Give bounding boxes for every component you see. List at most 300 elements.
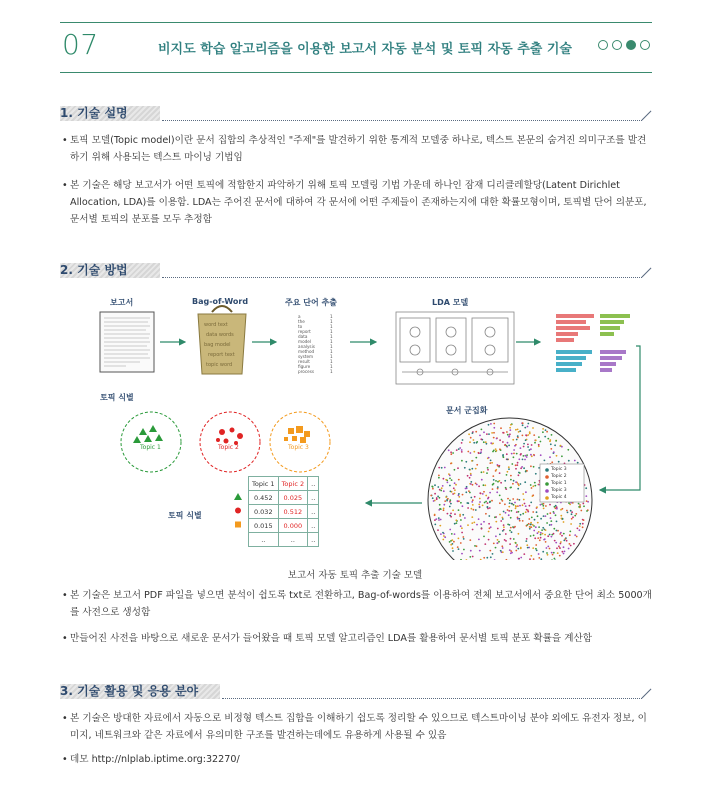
cluster-point	[510, 527, 512, 529]
cluster-point	[567, 449, 569, 451]
svg-text:1: 1	[330, 324, 333, 329]
heading-rule-end	[642, 689, 652, 699]
cluster-point	[461, 527, 463, 529]
cluster-point	[534, 519, 536, 521]
cluster-point	[540, 537, 542, 539]
cluster-point	[486, 443, 488, 445]
cluster-point	[571, 513, 573, 515]
cluster-point	[513, 456, 515, 458]
cluster-point	[489, 550, 491, 552]
cluster-point	[465, 491, 467, 493]
heading-rule	[162, 120, 642, 121]
cluster-point	[471, 468, 473, 470]
cluster-point	[471, 522, 473, 524]
label-keyword-extraction: 주요 단어 추출	[285, 298, 337, 307]
cluster-point	[539, 539, 541, 541]
lda-model-diagram	[396, 312, 514, 384]
cluster-point	[547, 554, 549, 556]
cluster-point	[523, 499, 525, 501]
cluster-point	[493, 543, 495, 545]
cluster-point	[533, 530, 535, 532]
cluster-point	[522, 422, 524, 424]
table-cell: ..	[278, 533, 308, 547]
cluster-point	[499, 502, 501, 504]
cluster-point	[519, 472, 521, 474]
cluster-point	[460, 542, 462, 544]
cluster-point	[490, 556, 492, 558]
cluster-point	[538, 526, 540, 528]
cluster-point	[468, 433, 470, 435]
cluster-point	[476, 464, 478, 466]
cluster-point	[523, 446, 525, 448]
bullet-item: • 본 기술은 해당 보고서가 어떤 토픽에 적합한지 파악하기 위해 토픽 모델링 기법 가운데 하나인 잠재 디리클레할당(Latent Dirichlet Allocation, LDA)를 이용함. LDA는 주어진 문서에 대하여 각 문서에 어떤 주제들이 존재하는지에 대한 확률모형이며, 토픽별 단어 의분포, 문서별 토픽의 분포를 모두 추정함	[60, 177, 652, 228]
cluster-point	[487, 467, 489, 469]
cluster-point	[469, 539, 471, 541]
cluster-point	[452, 550, 454, 552]
flow-arrow	[600, 346, 640, 490]
cluster-point	[513, 538, 515, 540]
cluster-point	[578, 503, 580, 505]
cluster-point	[553, 533, 555, 535]
cluster-point	[556, 547, 558, 549]
cluster-point	[461, 451, 463, 453]
cluster-point	[516, 453, 518, 455]
cluster-point	[546, 552, 548, 554]
cluster-point	[479, 498, 481, 500]
svg-text:1: 1	[330, 329, 333, 334]
cluster-point	[574, 460, 576, 462]
cluster-point	[469, 556, 471, 558]
cluster-point	[495, 521, 497, 523]
svg-text:the: the	[298, 319, 305, 324]
cluster-point	[499, 534, 501, 536]
cluster-point	[542, 551, 544, 553]
cluster-point	[514, 445, 516, 447]
table-cell: 0.015	[249, 519, 279, 533]
cluster-point	[502, 500, 504, 502]
page-dot	[640, 40, 650, 50]
cluster-point	[579, 506, 581, 508]
cluster-point	[457, 500, 459, 502]
cluster-point	[558, 545, 560, 547]
cluster-point	[543, 515, 545, 517]
cluster-point	[434, 493, 436, 495]
cluster-point	[547, 535, 549, 537]
cluster-point	[485, 441, 487, 443]
cluster-point	[549, 534, 551, 536]
cluster-point	[483, 557, 485, 559]
cluster-point	[443, 508, 445, 510]
cluster-point	[482, 505, 484, 507]
cluster-point	[530, 526, 532, 528]
cluster-point	[493, 423, 495, 425]
cluster-point	[471, 460, 473, 462]
cluster-point	[449, 485, 451, 487]
label-lda-model: LDA 모델	[432, 298, 469, 307]
cluster-point	[499, 472, 501, 474]
cluster-point	[462, 536, 464, 538]
cluster-point	[536, 550, 538, 552]
cluster-point	[507, 434, 509, 436]
cluster-point	[505, 512, 507, 514]
cluster-point	[449, 499, 451, 501]
cluster-point	[515, 429, 517, 431]
cluster-point	[547, 438, 549, 440]
cluster-point	[458, 538, 460, 540]
cluster-point	[442, 485, 444, 487]
cluster-point	[516, 544, 518, 546]
cluster-point	[582, 526, 584, 528]
cluster-point	[483, 491, 485, 493]
cluster-point	[540, 518, 542, 520]
cluster-point	[533, 454, 535, 456]
cluster-point	[438, 477, 440, 479]
cluster-point	[524, 427, 526, 429]
cluster-point	[582, 503, 584, 505]
svg-text:report text: report text	[208, 352, 235, 358]
cluster-point	[439, 525, 441, 527]
cluster-point	[463, 549, 465, 551]
cluster-point	[517, 429, 519, 431]
svg-text:report: report	[298, 329, 311, 334]
cluster-point	[488, 515, 490, 517]
cluster-point	[515, 481, 517, 483]
cluster-point	[580, 510, 582, 512]
cluster-point	[543, 539, 545, 541]
cluster-point	[499, 495, 501, 497]
topic-1-circle	[121, 412, 181, 472]
cluster-point	[459, 447, 461, 449]
cluster-point	[490, 460, 492, 462]
topic-probability-table	[228, 476, 319, 547]
cluster-point	[540, 504, 542, 506]
cluster-point	[470, 483, 472, 485]
cluster-point	[474, 545, 476, 547]
cluster-point	[537, 522, 539, 524]
cluster-point	[538, 557, 540, 559]
cluster-point	[473, 509, 475, 511]
square-marker-icon	[228, 519, 249, 533]
section-heading-3	[60, 682, 652, 700]
svg-text:1: 1	[330, 354, 333, 359]
cluster-point	[512, 483, 514, 485]
cluster-point	[517, 505, 519, 507]
cluster-point	[458, 496, 460, 498]
cluster-point	[479, 435, 481, 437]
cluster-point	[511, 510, 513, 512]
cluster-point	[515, 508, 517, 510]
cluster-point	[530, 535, 532, 537]
cluster-point	[473, 522, 475, 524]
page-indicator	[598, 40, 650, 50]
cluster-point	[541, 529, 543, 531]
keyword-list-icon	[298, 314, 333, 374]
cluster-point	[440, 508, 442, 510]
cluster-point	[492, 488, 494, 490]
cluster-point	[529, 528, 531, 530]
cluster-point	[549, 504, 551, 506]
cluster-point	[534, 482, 536, 484]
cluster-point	[509, 429, 511, 431]
cluster-point	[553, 512, 555, 514]
cluster-point	[478, 539, 480, 541]
cluster-point	[493, 450, 495, 452]
page-title: 비지도 학습 알고리즘을 이용한 보고서 자동 분석 및 토픽 자동 추출 기술	[158, 42, 572, 57]
cluster-point	[488, 433, 490, 435]
cluster-point	[529, 431, 531, 433]
cluster-point	[499, 480, 501, 482]
cluster-point	[515, 464, 517, 466]
cluster-point	[488, 531, 490, 533]
cluster-point	[451, 533, 453, 535]
cluster-point	[523, 455, 525, 457]
cluster-point	[441, 467, 443, 469]
cluster-point	[508, 468, 510, 470]
cluster-point	[472, 432, 474, 434]
cluster-point	[531, 487, 533, 489]
cluster-point	[438, 517, 440, 519]
cluster-point	[443, 535, 445, 537]
cluster-point	[486, 557, 488, 559]
cluster-point	[499, 465, 501, 467]
cluster-point	[571, 518, 573, 520]
cluster-point	[546, 522, 548, 524]
table-row	[228, 533, 319, 547]
svg-text:word text: word text	[204, 322, 228, 328]
cluster-point	[557, 552, 559, 554]
cluster-point	[504, 503, 506, 505]
cluster-point	[449, 478, 451, 480]
label-bag-of-word: Bag-of-Word	[192, 297, 249, 306]
cluster-point	[510, 517, 512, 519]
cluster-point	[483, 441, 485, 443]
topic-1-label: Topic 1	[140, 444, 161, 451]
cluster-point	[478, 504, 480, 506]
section-heading-2	[60, 261, 652, 279]
cluster-point	[535, 544, 537, 546]
cluster-point	[476, 524, 478, 526]
cluster-point	[439, 497, 441, 499]
cluster-point	[574, 515, 576, 517]
cluster-point	[568, 502, 570, 504]
cluster-point	[561, 535, 563, 537]
cluster-point	[560, 543, 562, 545]
cluster-point	[460, 502, 462, 504]
cluster-point	[507, 498, 509, 500]
cluster-point	[551, 434, 553, 436]
cluster-point	[516, 546, 518, 548]
cluster-point	[560, 515, 562, 517]
cluster-point	[536, 511, 538, 513]
cluster-point	[461, 442, 463, 444]
cluster-point	[524, 503, 526, 505]
cluster-point	[517, 488, 519, 490]
cluster-point	[530, 502, 532, 504]
cluster-point	[472, 499, 474, 501]
cluster-point	[500, 427, 502, 429]
bullet-text[interactable]: 데모 http://nlplab.iptime.org:32270/	[70, 754, 240, 765]
cluster-point	[510, 475, 512, 477]
cluster-point	[431, 486, 433, 488]
cluster-point	[542, 428, 544, 430]
cluster-point	[527, 444, 529, 446]
cluster-point	[571, 511, 573, 513]
cluster-point	[585, 487, 587, 489]
cluster-point	[526, 456, 528, 458]
cluster-point	[530, 555, 532, 557]
cluster-point	[585, 495, 587, 497]
cluster-point	[482, 493, 484, 495]
cluster-point	[533, 558, 535, 560]
cluster-point	[462, 505, 464, 507]
cluster-point	[543, 508, 545, 510]
cluster-point	[472, 529, 474, 531]
cluster-point	[500, 520, 502, 522]
cluster-point	[481, 471, 483, 473]
cluster-point	[455, 484, 457, 486]
cluster-point	[534, 485, 536, 487]
cluster-point	[531, 455, 533, 457]
cluster-point	[510, 424, 512, 426]
cluster-point	[480, 451, 482, 453]
cluster-point	[519, 430, 521, 432]
cluster-point	[506, 474, 508, 476]
cluster-point	[508, 445, 510, 447]
cluster-point	[489, 492, 491, 494]
cluster-point	[458, 509, 460, 511]
cluster-point	[527, 446, 529, 448]
cluster-point	[470, 481, 472, 483]
page-dot	[612, 40, 622, 50]
cluster-point	[469, 469, 471, 471]
svg-text:method: method	[298, 349, 315, 354]
cluster-point	[495, 480, 497, 482]
cluster-point	[481, 528, 483, 530]
cluster-point	[443, 509, 445, 511]
cluster-point	[556, 506, 558, 508]
cluster-point	[583, 519, 585, 521]
cluster-point	[526, 470, 528, 472]
cluster-point	[436, 497, 438, 499]
cluster-point	[531, 517, 533, 519]
cluster-point	[562, 508, 564, 510]
cluster-point	[493, 427, 495, 429]
cluster-point	[440, 519, 442, 521]
cluster-point	[507, 509, 509, 511]
cluster-point	[451, 539, 453, 541]
cluster-point	[517, 548, 519, 550]
cluster-point	[514, 502, 516, 504]
cluster-point	[518, 431, 520, 433]
cluster-point	[532, 485, 534, 487]
cluster-point	[537, 532, 539, 534]
cluster-point	[452, 452, 454, 454]
cluster-point	[470, 497, 472, 499]
heading-rule	[162, 277, 642, 278]
section-title: 1. 기술 설명	[60, 106, 128, 120]
cluster-point	[464, 467, 466, 469]
cluster-point	[501, 545, 503, 547]
cluster-point	[495, 547, 497, 549]
cluster-point	[458, 493, 460, 495]
cluster-point	[530, 454, 532, 456]
topic-2-label: Topic 2	[218, 444, 239, 451]
cluster-point	[507, 442, 509, 444]
cluster-point	[545, 505, 547, 507]
cluster-point	[545, 541, 547, 543]
cluster-point	[495, 448, 497, 450]
cluster-legend-labels: Topic 3 Topic 2 Topic 1 Topic 3 Topic 4	[551, 467, 567, 500]
cluster-point	[550, 443, 552, 445]
svg-text:1: 1	[330, 369, 333, 374]
cluster-point	[451, 479, 453, 481]
cluster-point	[467, 507, 469, 509]
cluster-point	[546, 547, 548, 549]
cluster-point	[491, 432, 493, 434]
cluster-point	[533, 434, 535, 436]
cluster-point	[506, 445, 508, 447]
cluster-point	[559, 555, 561, 557]
cluster-point	[520, 547, 522, 549]
cluster-point	[537, 515, 539, 517]
svg-text:1: 1	[330, 314, 333, 319]
cluster-point	[508, 506, 510, 508]
cluster-point	[496, 450, 498, 452]
cluster-point	[522, 513, 524, 515]
cluster-point	[487, 469, 489, 471]
cluster-point	[450, 453, 452, 455]
cluster-point	[542, 527, 544, 529]
cluster-point	[467, 475, 469, 477]
cluster-point	[544, 460, 546, 462]
cluster-point	[534, 537, 536, 539]
cluster-point	[437, 529, 439, 531]
cluster-point	[461, 460, 463, 462]
cluster-point	[442, 539, 444, 541]
cluster-point	[508, 466, 510, 468]
cluster-point	[447, 498, 449, 500]
cluster-point	[535, 439, 537, 441]
cluster-point	[525, 439, 527, 441]
cluster-point	[470, 473, 472, 475]
svg-text:analysis: analysis	[298, 344, 315, 349]
cluster-point	[531, 444, 533, 446]
cluster-point	[520, 514, 522, 516]
cluster-point	[483, 536, 485, 538]
cluster-point	[440, 533, 442, 535]
circle-marker-icon	[228, 505, 249, 519]
cluster-point	[525, 434, 527, 436]
cluster-point	[504, 444, 506, 446]
cluster-point	[569, 531, 571, 533]
cluster-point	[577, 462, 579, 464]
bullet-item: • 본 기술은 방대한 자료에서 자동으로 비정형 텍스트 집합을 이해하기 쉽도록 정리할 수 있으므로 텍스트마이닝 분야 외에도 유전자 정보, 이미지, 네트워크와 같은 자료에서 유의미한 구조를 발견하는데에도 유용하게 사용될 수 있음	[60, 710, 652, 744]
cluster-point	[507, 524, 509, 526]
table-cell: ..	[308, 533, 319, 547]
table-header: ..	[308, 477, 319, 491]
cluster-point	[495, 535, 497, 537]
cluster-point	[499, 448, 501, 450]
cluster-point	[445, 479, 447, 481]
cluster-point	[525, 491, 527, 493]
cluster-point	[526, 509, 528, 511]
cluster-point	[515, 505, 517, 507]
cluster-point	[492, 475, 494, 477]
report-document-icon	[100, 312, 154, 372]
cluster-point	[525, 505, 527, 507]
cluster-point	[503, 526, 505, 528]
cluster-point	[473, 451, 475, 453]
